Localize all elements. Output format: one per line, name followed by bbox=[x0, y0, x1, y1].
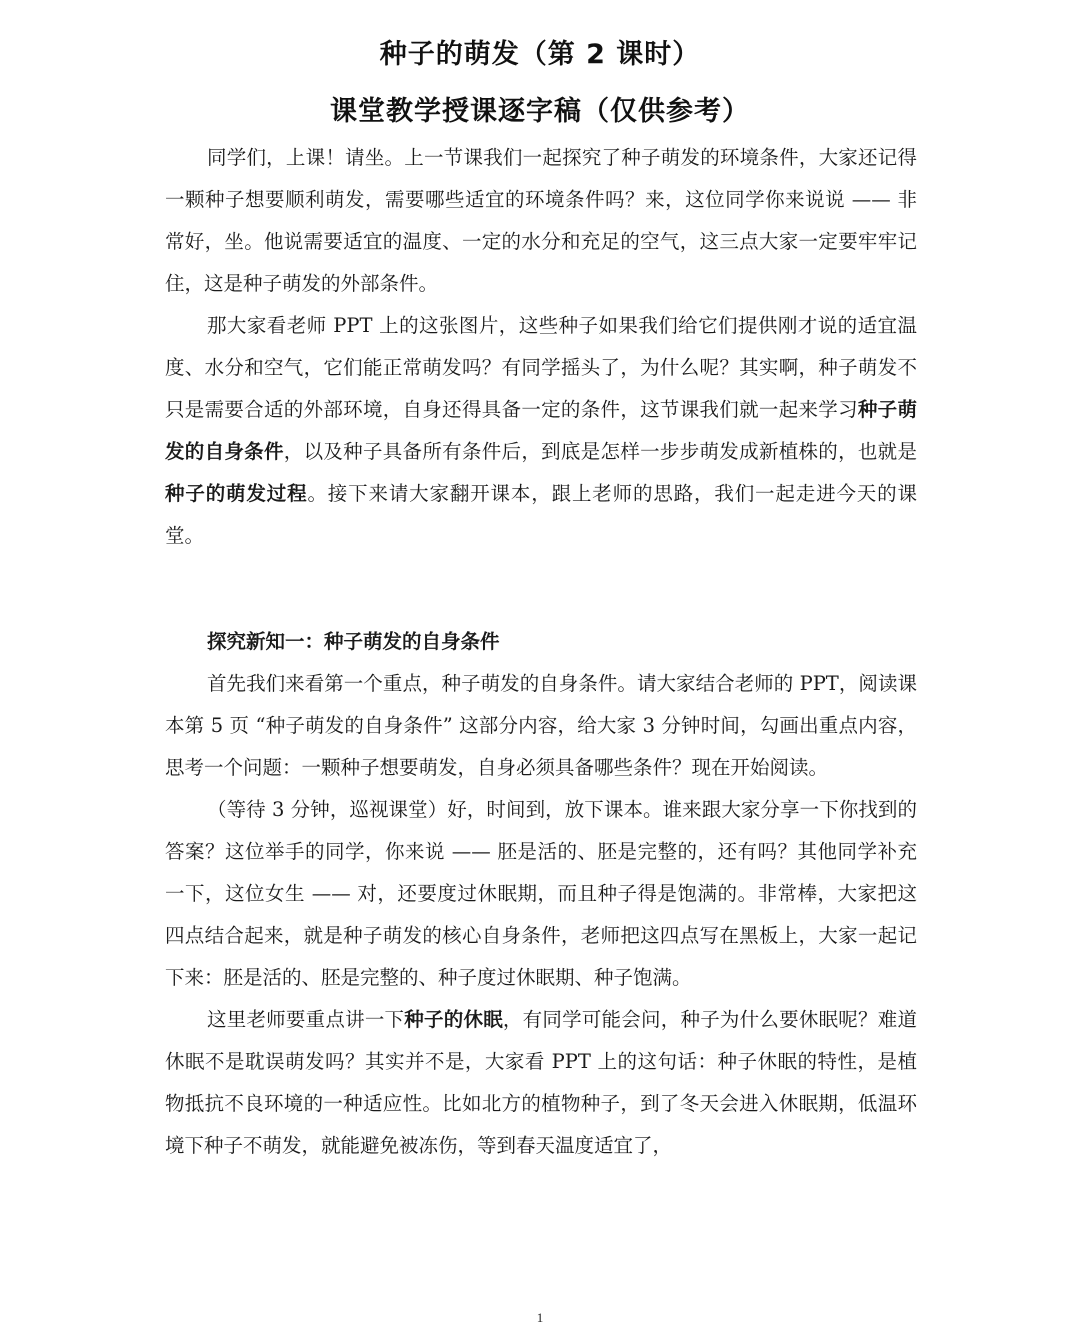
text-run: ，以及种子具备所有条件后，到底是怎样一步步萌发成新植株的，也就是 bbox=[283, 440, 917, 463]
paragraph-intro: 同学们，上课！请坐。上一节课我们一起探究了种子萌发的环境条件，大家还记得一颗种子想要顺利萌发，需要哪些适宜的环境条件吗？来，这位同学你来说说 —— 非常好，坐。他说需要适宜的温度、一定的水分和充足的空气，这三点大家一定要牢牢记住，这是种子萌发的外部条件。 bbox=[165, 146, 917, 295]
paragraph-discussion: （等待 3 分钟，巡视课堂）好，时间到，放下课本。谁来跟大家分享一下你找到的答案？这位举手的同学，你来说 —— 胚是活的、胚是完整的，还有吗？其他同学补充一下，这位女生 —— 对，还要度过休眠期，而且种子得是饱满的。非常棒，大家把这四点结合起来，就是种子萌发的核心自身条件，老师把这四点写在黑板上，大家一起记下来：胚是活的、胚是完整的、种子度过休眠期、种子饱满。 bbox=[165, 798, 917, 989]
paragraph-lesson-goals bbox=[165, 305, 917, 557]
section-heading: 探究新知一：种子萌发的自身条件 bbox=[207, 630, 500, 653]
bold-term-dormancy: 种子的休眠 bbox=[404, 1008, 503, 1031]
paragraph-reading-task: 首先我们来看第一个重点，种子萌发的自身条件。请大家结合老师的 PPT，阅读课本第 5 页 “种子萌发的自身条件” 这部分内容，给大家 3 分钟时间，勾画出重点内容，思考一个问题：一颗种子想要萌发，自身必须具备哪些条件？现在开始阅读。 bbox=[165, 672, 917, 779]
document-title: 种子的萌发（第 2 课时） bbox=[379, 39, 701, 70]
text-run: 这里老师要重点讲一下 bbox=[207, 1008, 405, 1031]
bold-term-germination-process: 种子的萌发过程 bbox=[165, 482, 308, 505]
paragraph-dormancy bbox=[165, 999, 917, 1167]
document-subtitle: 课堂教学授课逐字稿（仅供参考） bbox=[330, 96, 750, 127]
text-run: 。接下来请大家翻开课本，跟上老师的思路，我们一起走进今天的课堂。 bbox=[165, 482, 917, 547]
page-number: 1 bbox=[536, 1310, 544, 1325]
bold-term-self-conditions: 种子萌发的自身条件 bbox=[165, 398, 917, 463]
text-run: 那大家看老师 PPT 上的这张图片，这些种子如果我们给它们提供刚才说的适宜温度、水分和空气，它们能正常萌发吗？有同学摇头了，为什么呢？其实啊，种子萌发不只是需要合适的外部环境，自身还得具备一定的条件，这节课我们就一起来学习 bbox=[165, 314, 917, 421]
document-body bbox=[165, 137, 917, 1167]
text-run: ，有同学可能会问，种子为什么要休眠呢？难道休眠不是耽误萌发吗？其实并不是，大家看 PPT 上的这句话：种子休眠的特性，是植物抵抗不良环境的一种适应性。比如北方的植物种子，到了冬天会进入休眠期，低温环境下种子不萌发，就能避免被冻伤，等到春天温度适宜了， bbox=[165, 1008, 917, 1157]
